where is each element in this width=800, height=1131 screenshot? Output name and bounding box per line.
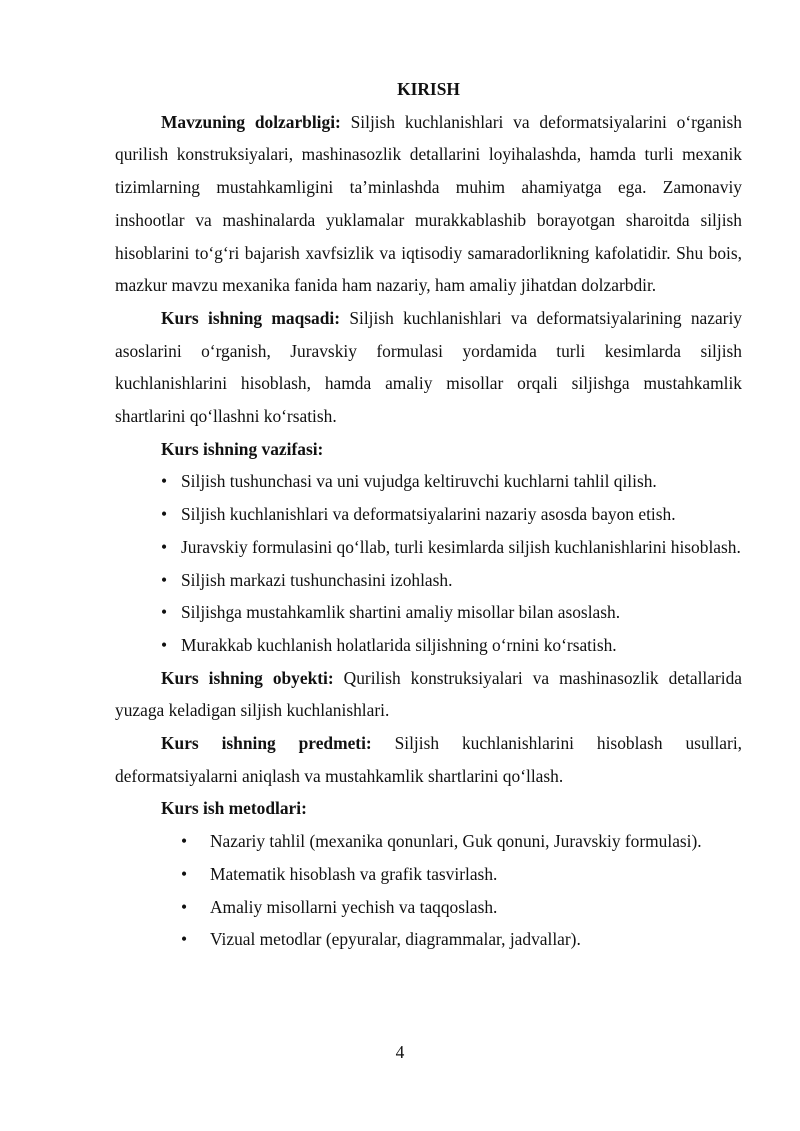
relevance-paragraph: [115, 106, 742, 302]
bullet-icon: •: [161, 536, 168, 557]
bullet-icon: •: [161, 602, 168, 623]
bullet-icon: •: [181, 831, 188, 852]
list-item-text: Siljishga mustahkamlik shartini amaliy misollar bilan asoslash.: [181, 602, 621, 623]
object-label: Kurs ishning obyekti:: [161, 667, 334, 688]
object-text: Qurilish konstruksiyalari va mashinasozlik detallarida yuzaga keladigan siljish kuchlanishlari.: [115, 667, 743, 721]
list-item: [115, 531, 742, 564]
tasks-heading: Kurs ishning vazifasi:: [161, 438, 324, 459]
goal-label: Kurs ishning maqsadi:: [161, 307, 341, 328]
relevance-text: Siljish kuchlanishlari va deformatsiyalarini o‘rganish qurilish konstruksiyalari, mashinasozlik detallarini loyihalashda, hamda turli mexanik tizimlarning mustahkamligini ta’minlashda muhim ahamiyatga ega. Zamonaviy inshootlar va mashinalarda yuklamalar murakkablashib borayotgan sharoitda siljish hisoblarini to‘g‘ri bajarish xavfsizlik va iqtisodiy samaradorlikning kafolatidir. Shu bois, mazkur mavzu mexanika fanida ham nazariy, ham amaliy jihatdan dolzarbdir.: [115, 111, 743, 296]
list-item-text: Siljish tushunchasi va uni vujudga keltiruvchi kuchlarni tahlil qilish.: [181, 471, 657, 492]
bullet-icon: •: [181, 929, 188, 950]
list-item-text: Matematik hisoblash va grafik tasvirlash.: [210, 863, 498, 884]
subject-text: Siljish kuchlanishlarini hisoblash usullari, deformatsiyalarni aniqlash va mustahkamlik shartlarini qo‘llash.: [115, 733, 742, 786]
relevance-label: Mavzuning dolzarbligi:: [161, 111, 341, 132]
list-item-text: Amaliy misollarni yechish va taqqoslash.: [210, 896, 498, 917]
list-item-text: Vizual metodlar (epyuralar, diagrammalar, jadvallar).: [210, 929, 581, 950]
subject-label: Kurs ishning predmeti:: [161, 733, 372, 754]
list-item: [115, 564, 742, 597]
list-item: [115, 825, 742, 858]
list-item: [115, 596, 742, 629]
subject-paragraph: [115, 727, 742, 792]
bullet-icon: •: [161, 634, 168, 655]
list-item: [115, 923, 742, 956]
list-item-text: Siljish kuchlanishlari va deformatsiyalarini nazariy asosda bayon etish.: [181, 504, 676, 525]
bullet-icon: •: [161, 471, 168, 492]
list-item: [115, 629, 742, 662]
page-title: KIRISH: [397, 79, 460, 99]
list-item-text: Juravskiy formulasini qo‘llab, turli kesimlarda siljish kuchlanishlarini hisoblash.: [181, 536, 741, 557]
list-item-text: Nazariy tahlil (mexanika qonunlari, Guk qonuni, Juravskiy formulasi).: [210, 831, 702, 852]
goal-paragraph: [115, 302, 742, 433]
list-item-text: Murakkab kuchlanish holatlarida siljishning o‘rnini ko‘rsatish.: [181, 634, 617, 655]
page-number: 4: [395, 1042, 405, 1062]
page-content: [115, 73, 742, 956]
methods-list: [115, 825, 742, 956]
bullet-icon: •: [181, 896, 188, 917]
list-item: [115, 465, 742, 498]
bullet-icon: •: [161, 504, 168, 525]
list-item: [115, 498, 742, 531]
bullet-icon: •: [161, 569, 168, 590]
list-item: [115, 891, 742, 924]
list-item-text: Siljish markazi tushunchasini izohlash.: [181, 569, 453, 590]
goal-text: Siljish kuchlanishlari va deformatsiyalarining nazariy asoslarini o‘rganish, Juravskiy formulasi yordamida turli kesimlarda siljish kuchlanishlarini hisoblash, hamda amaliy misollar orqali siljishga mustahkamlik shartlarini qo‘llashni ko‘rsatish.: [115, 307, 742, 427]
object-paragraph: [115, 662, 742, 727]
methods-heading: Kurs ish metodlari:: [161, 798, 307, 819]
bullet-icon: •: [181, 863, 188, 884]
tasks-list: [115, 465, 742, 661]
list-item: [115, 858, 742, 891]
